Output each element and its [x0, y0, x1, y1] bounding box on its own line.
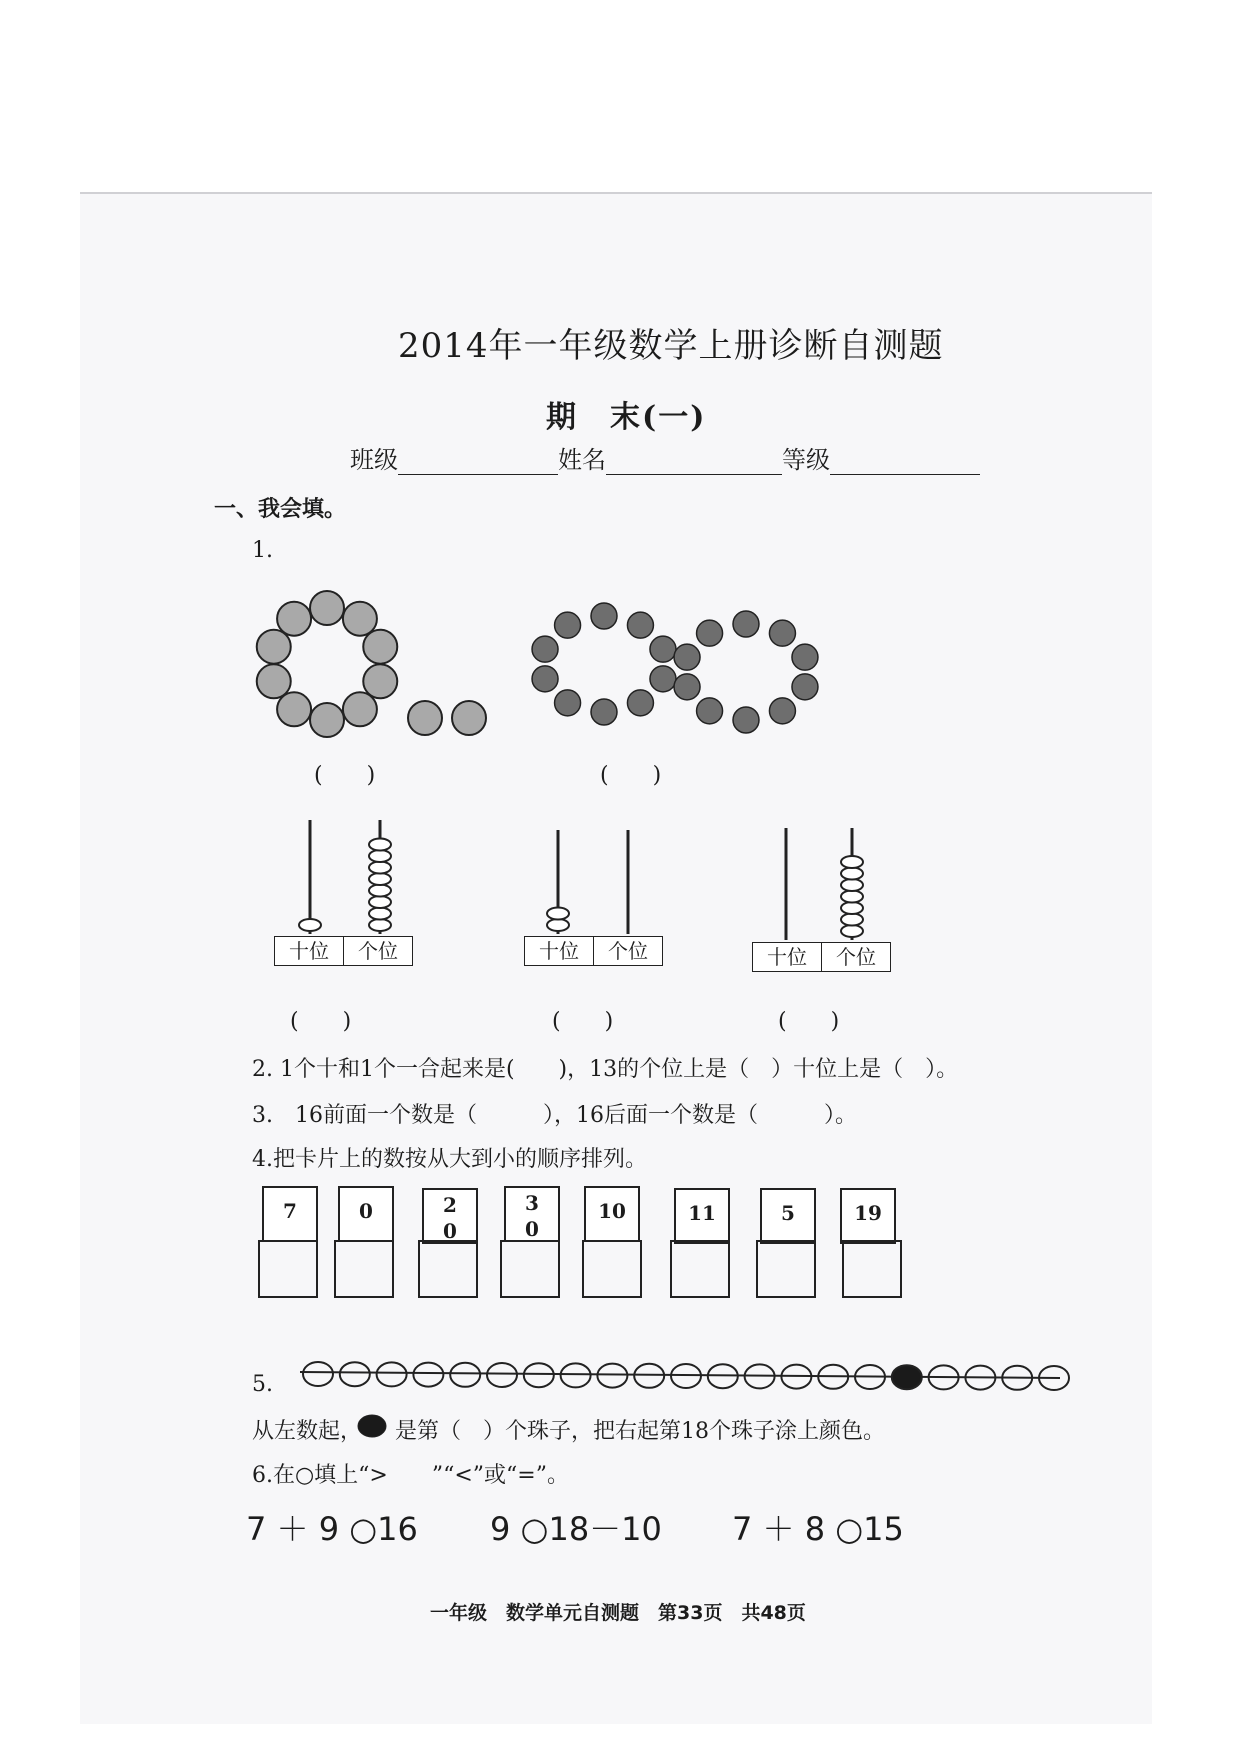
bead	[697, 620, 723, 646]
question-4: 4.把卡片上的数按从大到小的顺序排列。	[252, 1147, 647, 1172]
bead	[769, 620, 795, 646]
bead	[792, 644, 818, 670]
answer-box[interactable]	[582, 1240, 642, 1298]
bead	[733, 707, 759, 733]
bead	[591, 699, 617, 725]
bead	[591, 603, 617, 629]
abacus-bead	[547, 908, 569, 920]
abacus-answer-3[interactable]: ( )	[778, 1009, 840, 1034]
abacus-bead	[369, 908, 391, 920]
abacus-bead	[841, 856, 863, 868]
bead	[303, 1362, 333, 1386]
abacus-bead	[841, 891, 863, 903]
bead	[257, 664, 291, 698]
answer-box[interactable]	[670, 1240, 730, 1298]
abacus-bead	[369, 873, 391, 885]
abacus-answer-2[interactable]: ( )	[552, 1009, 614, 1034]
bead	[524, 1363, 554, 1387]
abacus-1-labels	[274, 936, 413, 966]
bead	[377, 1362, 407, 1386]
compare-expression-1: 7 ＋ 9 ○16	[246, 1510, 418, 1548]
question-6: 6.在○填上“> ”“<”或“=”。	[252, 1463, 569, 1488]
bead	[697, 698, 723, 724]
abacus-bead	[841, 868, 863, 880]
abacus-answer-1[interactable]: ( )	[290, 1009, 352, 1034]
q1-label: 1.	[252, 538, 273, 563]
tens-label: 十位	[767, 945, 807, 969]
bead	[650, 636, 676, 662]
bead	[597, 1364, 627, 1388]
answer-box[interactable]	[258, 1240, 318, 1298]
number-card: 0	[338, 1186, 394, 1242]
tens-label: 十位	[289, 939, 329, 963]
bead	[733, 611, 759, 637]
answer-box[interactable]	[334, 1240, 394, 1298]
answer-box[interactable]	[500, 1240, 560, 1298]
abacus-bead	[369, 919, 391, 931]
bead	[363, 630, 397, 664]
answer-box[interactable]	[842, 1240, 902, 1298]
number-card: 11	[674, 1188, 730, 1244]
number-card: 19	[840, 1188, 896, 1244]
abacus-3-labels	[752, 942, 891, 972]
abacus-rods	[299, 820, 863, 940]
filled-bead	[892, 1365, 922, 1389]
answer-box[interactable]	[418, 1240, 478, 1298]
class-label: 班级	[350, 446, 398, 474]
number-card: 2 0	[422, 1188, 478, 1244]
number-card: 7	[262, 1186, 318, 1242]
section-heading: 一、我会填。	[214, 497, 347, 522]
ones-label: 个位	[593, 937, 662, 965]
abacus-bead	[369, 850, 391, 862]
abacus-bead	[841, 879, 863, 891]
page-footer: 一年级 数学单元自测题 第33页 共48页	[430, 1602, 806, 1624]
page-title: 2014年一年级数学上册诊断自测题	[398, 326, 944, 366]
bead	[561, 1363, 591, 1387]
bead	[257, 630, 291, 664]
bead	[674, 644, 700, 670]
abacus-bead	[841, 914, 863, 926]
abacus-bead	[299, 919, 321, 931]
bead	[340, 1362, 370, 1386]
bead	[343, 692, 377, 726]
bead	[674, 674, 700, 700]
bead	[555, 612, 581, 638]
bead	[487, 1363, 517, 1387]
bead	[343, 602, 377, 636]
bead	[408, 701, 442, 735]
bead	[627, 612, 653, 638]
tens-label: 十位	[539, 939, 579, 963]
page-subtitle: 期 末(一)	[546, 400, 707, 435]
bead-string	[300, 1362, 1069, 1390]
compare-expression-3: 7 ＋ 8 ○15	[732, 1510, 904, 1548]
bead	[363, 664, 397, 698]
bead	[627, 690, 653, 716]
name-label: 姓名	[558, 446, 606, 474]
abacus-bead	[547, 919, 569, 931]
question-3: 3. 16前面一个数是（ ），16后面一个数是（ ）。	[252, 1103, 857, 1128]
bead-answer-2[interactable]: ( )	[600, 763, 662, 788]
bead	[277, 692, 311, 726]
bead	[650, 666, 676, 692]
number-card: 3 0	[504, 1186, 560, 1242]
question-2: 2. 1个十和1个一合起来是( )，13的个位上是（ ）十位上是（ ）。	[252, 1057, 959, 1082]
bead	[792, 674, 818, 700]
ones-label: 个位	[343, 937, 412, 965]
bead	[310, 591, 344, 625]
abacus-bead	[369, 862, 391, 874]
number-card: 10	[584, 1186, 640, 1242]
bead	[310, 703, 344, 737]
bead	[769, 698, 795, 724]
compare-expression-2: 9 ○18－10	[490, 1510, 662, 1548]
answer-box[interactable]	[756, 1240, 816, 1298]
bead	[555, 690, 581, 716]
abacus-bead	[369, 896, 391, 908]
abacus-bead	[841, 902, 863, 914]
abacus-bead	[841, 925, 863, 937]
abacus-bead	[369, 839, 391, 851]
abacus-bead	[369, 885, 391, 897]
grade-label: 等级	[782, 446, 830, 474]
ones-label: 个位	[821, 943, 890, 971]
number-card: 5	[760, 1188, 816, 1244]
bead	[450, 1363, 480, 1387]
bead	[277, 602, 311, 636]
question-5: 从左数起， 是第（ ）个珠子，把右起第18个珠子涂上颜色。	[252, 1419, 885, 1444]
bead	[452, 701, 486, 735]
bead-group-1	[257, 591, 486, 737]
bead-answer-1[interactable]: ( )	[314, 763, 376, 788]
bead	[532, 666, 558, 692]
q5-label: 5.	[252, 1372, 273, 1397]
bead-group-2	[532, 603, 818, 733]
bead	[413, 1363, 443, 1387]
abacus-2-labels	[524, 936, 663, 966]
bead	[532, 636, 558, 662]
